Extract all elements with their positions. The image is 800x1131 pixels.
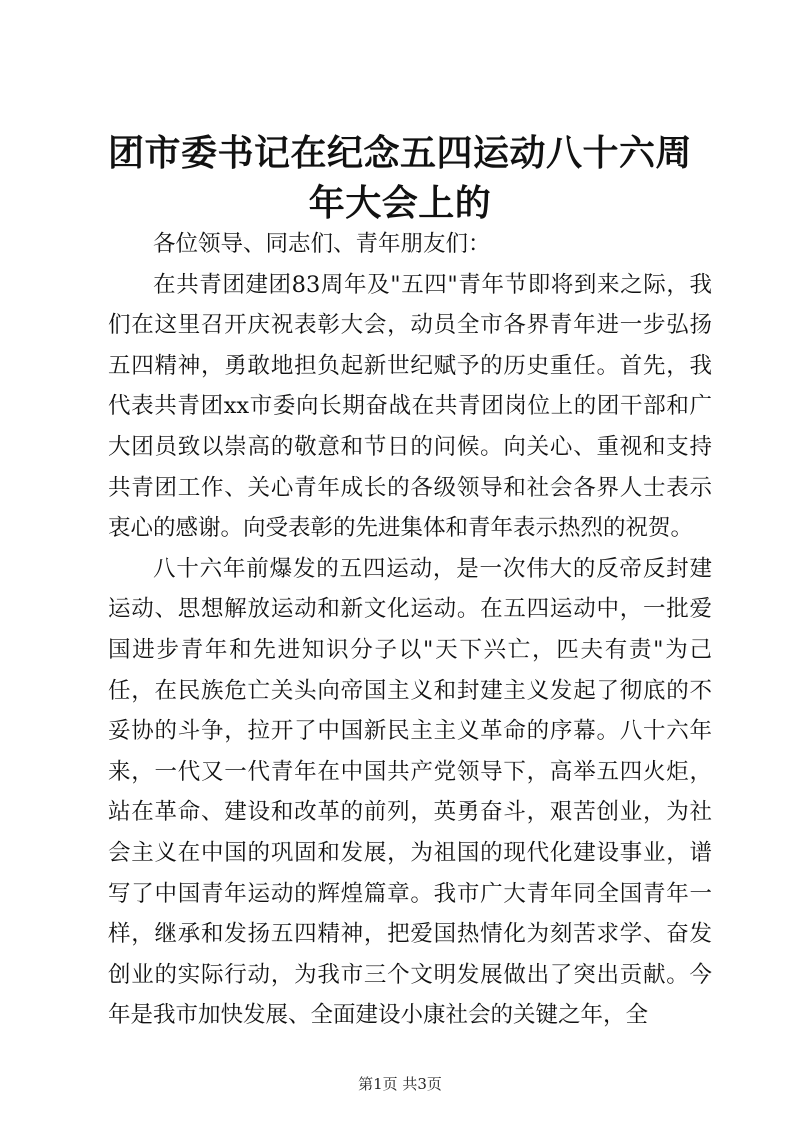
document-body	[108, 224, 712, 1036]
paragraph-history: 八十六年前爆发的五四运动，是一次伟大的反帝反封建运动、思想解放运动和新文化运动。在五四运动中，一批爱国进步青年和先进知识分子以"天下兴亡，匹夫有责"为己任，在民族危亡关头向帝国主义和封建主义发起了彻底的不妥协的斗争，拉开了中国新民主主义革命的序幕。八十六年来，一代又一代青年在中国共产党领导下，高举五四火炬，站在革命、建设和改革的前列，英勇奋斗，艰苦创业，为社会主义在中国的巩固和发展，为祖国的现代化建设事业，谱写了中国青年运动的辉煌篇章。我市广大青年同全国青年一样，继承和发扬五四精神，把爱国热情化为刻苦求学、奋发创业的实际行动，为我市三个文明发展做出了突出贡献。今年是我市加快发展、全面建设小康社会的关键之年，全	[108, 555, 712, 1029]
paragraph-opening: 在共青团建团83周年及"五四"青年节即将到来之际，我们在这里召开庆祝表彰大会，动员全市各界青年进一步弘扬五四精神，勇敢地担负起新世纪赋予的历史重任。首先，我代表共青团xx市委向长期奋战在共青团岗位上的团干部和广大团员致以崇高的敬意和节日的问候。向关心、重视和支持共青团工作、关心青年成长的各级领导和社会各界人士表示衷心的感谢。向受表彰的先进集体和青年表示热烈的祝贺。	[108, 271, 712, 542]
paragraph-salutation: 各位领导、同志们、青年朋友们：	[153, 231, 491, 257]
document-title: 团市委书记在纪念五四运动八十六周年大会上的	[107, 132, 692, 224]
page-number-footer: 第1页 共3页	[358, 1075, 442, 1093]
